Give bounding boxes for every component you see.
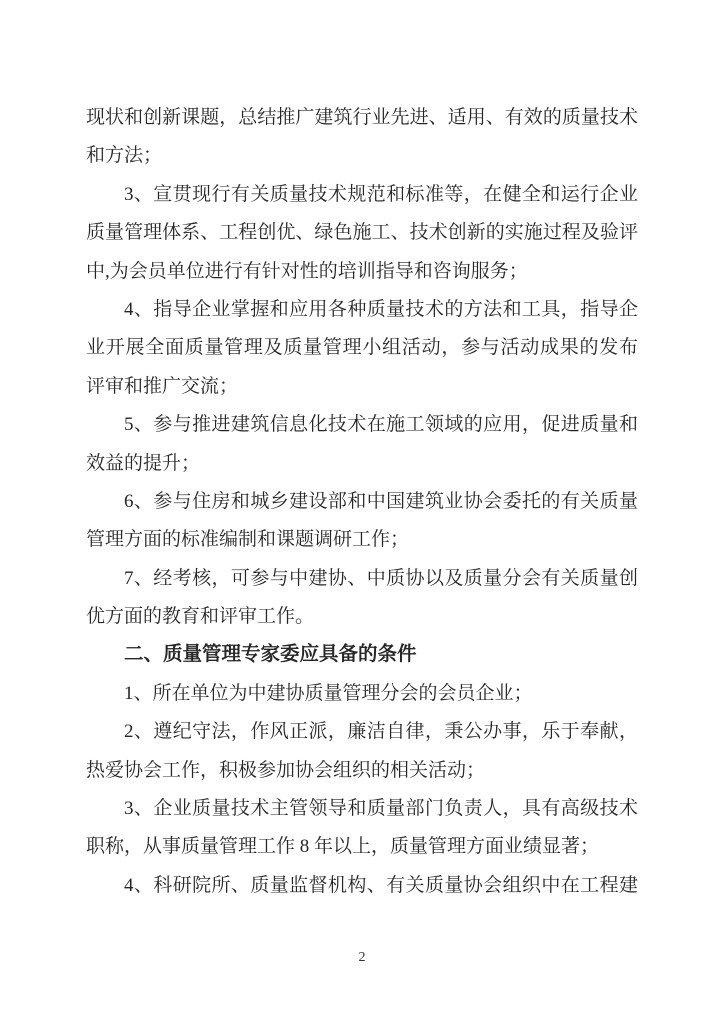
text-line: 3、企业质量技术主管领导和质量部门负责人，具有高级技术 bbox=[124, 798, 638, 820]
page-number: 2 bbox=[358, 950, 366, 965]
text-line: 3、宣贯现行有关质量技术规范和标准等，在健全和运行企业 bbox=[124, 183, 638, 205]
text-line: 现状和创新课题，总结推广建筑行业先进、适用、有效的质量技术 bbox=[86, 107, 638, 128]
text-line: 2、遵纪守法，作风正派，廉洁自律，秉公办事，乐于奉献， bbox=[124, 721, 638, 743]
text-line: 热爱协会工作，积极参加协会组织的相关活动； bbox=[86, 759, 486, 781]
text-line: 质量管理体系、工程创优、绿色施工、技术创新的实施过程及验评 bbox=[86, 222, 638, 244]
text-line: 5、参与推进建筑信息化技术在施工领域的应用，促进质量和 bbox=[124, 414, 638, 436]
text-line: 评审和推广交流； bbox=[86, 375, 239, 397]
text-line: 和方法； bbox=[86, 145, 163, 167]
text-line: 管理方面的标准编制和课题调研工作； bbox=[86, 529, 410, 551]
text-line: 4、指导企业掌握和应用各种质量技术的方法和工具，指导企 bbox=[124, 298, 638, 320]
text-line: 中,为会员单位进行有针对性的培训指导和咨询服务； bbox=[86, 260, 528, 282]
text-line: 职称，从事质量管理工作 8 年以上，质量管理方面业绩显著； bbox=[86, 836, 600, 858]
section-heading: 二、质量管理专家委应具备的条件 bbox=[124, 644, 417, 666]
text-line: 7、经考核，可参与中建协、中质协以及质量分会有关质量创 bbox=[124, 567, 638, 589]
text-line: 效益的提升； bbox=[86, 452, 201, 474]
text-line: 优方面的教育和评审工作。 bbox=[86, 606, 315, 628]
text-line: 1、所在单位为中建协质量管理分会的会员企业； bbox=[124, 682, 533, 704]
text-line: 4、科研院所、质量监督机构、有关质量协会组织中在工程建 bbox=[124, 874, 638, 896]
document-body bbox=[86, 99, 638, 905]
text-line: 业开展全面质量管理及质量管理小组活动，参与活动成果的发布 bbox=[86, 337, 638, 359]
text-line: 6、参与住房和城乡建设部和中国建筑业协会委托的有关质量 bbox=[124, 490, 638, 512]
